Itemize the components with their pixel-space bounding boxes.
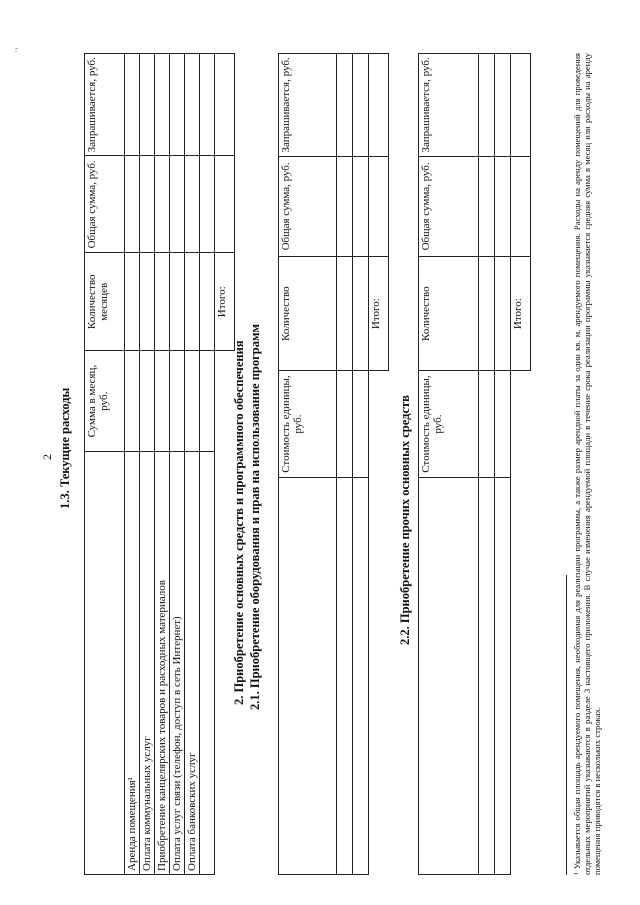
footnote-rule xyxy=(566,575,567,875)
table-cell xyxy=(495,54,511,157)
table-row xyxy=(185,54,200,875)
table-header-row xyxy=(419,54,479,875)
total-row xyxy=(511,54,531,875)
table-cell xyxy=(155,54,170,156)
table-cell xyxy=(215,156,235,253)
row-label: Оплата банковских услуг xyxy=(185,452,200,875)
table-cell-blank xyxy=(511,371,531,477)
total-label: Итого: xyxy=(215,253,235,351)
header-cell: Общая сумма, руб. xyxy=(85,156,125,253)
total-label: Итого: xyxy=(369,257,389,371)
table-cell xyxy=(353,477,369,874)
header-cell: Запрашивается, руб. xyxy=(85,54,125,156)
section-2-title: 2. Приобретение основных средств и программного обеспечения xyxy=(232,340,246,705)
table-row xyxy=(495,54,511,875)
table-cell xyxy=(185,156,200,253)
table-cell xyxy=(479,257,495,371)
table-cell xyxy=(125,253,140,351)
row-label: Приобретение канцелярских товаров и расходных материалов xyxy=(155,452,170,875)
header-cell-empty xyxy=(419,477,479,874)
table-cell xyxy=(140,351,155,452)
section-2-2-title: 2.2. Приобретение прочих основных средств xyxy=(398,395,412,645)
table-cell xyxy=(140,156,155,253)
table-cell xyxy=(170,54,185,156)
table-row xyxy=(353,54,369,875)
table-cell xyxy=(200,452,215,875)
section-2-1-subtitle: 2.1. Приобретение оборудования и прав на использование программ xyxy=(248,323,262,710)
table-cell xyxy=(200,253,215,351)
margin-mark: `’ xyxy=(14,47,24,53)
table-cell xyxy=(155,156,170,253)
table-cell xyxy=(353,371,369,477)
total-row xyxy=(369,54,389,875)
header-cell: Общая сумма, руб. xyxy=(279,156,337,256)
table-cell-blank xyxy=(369,477,389,874)
total-label: Итого: xyxy=(511,257,531,371)
table-cell xyxy=(337,156,353,256)
table-cell xyxy=(170,156,185,253)
table-cell-blank xyxy=(511,477,531,874)
section-1-3-title: 1.3. Текущие расходы xyxy=(58,387,72,509)
equipment-table xyxy=(278,53,389,875)
table-cell xyxy=(353,54,369,157)
table-cell xyxy=(479,371,495,477)
table-cell xyxy=(495,371,511,477)
table-cell xyxy=(155,351,170,452)
table-cell-blank xyxy=(369,371,389,477)
table-cell xyxy=(125,54,140,156)
table-cell xyxy=(200,156,215,253)
table-cell xyxy=(353,257,369,371)
table-cell xyxy=(140,253,155,351)
page-number: 2 xyxy=(40,454,54,460)
header-cell: Количество месяцев xyxy=(85,253,125,351)
header-cell: Количество xyxy=(419,257,479,371)
header-cell: Стоимость единицы, руб. xyxy=(279,371,337,477)
table-cell xyxy=(369,54,389,157)
table-cell xyxy=(495,257,511,371)
table-cell xyxy=(337,371,353,477)
header-cell-empty xyxy=(85,452,125,875)
table-row xyxy=(140,54,155,875)
table-cell xyxy=(495,477,511,874)
table-cell xyxy=(125,156,140,253)
table-cell xyxy=(200,351,215,452)
header-cell: Запрашивается, руб. xyxy=(419,54,479,157)
table-cell xyxy=(185,351,200,452)
row-label: Оплата услуг связи (телефон, доступ в сеть Интернет) xyxy=(170,452,185,875)
row-label: Аренда помещения¹ xyxy=(125,452,140,875)
table-cell xyxy=(140,54,155,156)
table-cell xyxy=(170,351,185,452)
table-cell xyxy=(511,156,531,256)
table-row xyxy=(155,54,170,875)
table-cell xyxy=(479,54,495,157)
table-cell xyxy=(479,477,495,874)
table-cell xyxy=(155,253,170,351)
table-header-row xyxy=(85,54,125,875)
table-cell xyxy=(200,54,215,156)
header-cell: Общая сумма, руб. xyxy=(419,156,479,256)
table-header-row xyxy=(279,54,337,875)
table-cell xyxy=(495,156,511,256)
header-cell: Запрашивается, руб. xyxy=(279,54,337,157)
current-expenses-table xyxy=(84,53,235,875)
row-label: Оплата коммунальных услуг xyxy=(140,452,155,875)
table-cell xyxy=(369,156,389,256)
other-assets-table xyxy=(418,53,531,875)
table-row xyxy=(125,54,140,875)
header-cell: Стоимость единицы, руб. xyxy=(419,371,479,477)
table-cell xyxy=(215,54,235,156)
table-cell xyxy=(185,253,200,351)
table-cell xyxy=(479,156,495,256)
table-row xyxy=(479,54,495,875)
header-cell-empty xyxy=(279,477,337,874)
table-row xyxy=(337,54,353,875)
table-cell xyxy=(337,54,353,157)
table-cell xyxy=(170,253,185,351)
table-row xyxy=(200,54,215,875)
table-cell xyxy=(337,257,353,371)
footnote-text: ¹ Указывается общая площадь арендуемого помещения, необходимая для реализации программы, а также размер арендной платы за один кв. м. арендуемого помещения. Расходы на аренду помещений для проведения отдельных мероприятий указываются в разделе 3 настоящего приложения. В случае изменения арендуемой площади в течение срока реализации программы указывается средняя сумма в месяц или расходы на аренду помещения приводятся в нескольких строках. xyxy=(572,53,603,875)
header-cell: Сумма в месяц, руб. xyxy=(85,351,125,452)
table-row xyxy=(170,54,185,875)
header-cell: Количество xyxy=(279,257,337,371)
table-cell xyxy=(353,156,369,256)
table-cell xyxy=(511,54,531,157)
table-cell xyxy=(185,54,200,156)
table-cell xyxy=(125,351,140,452)
table-cell xyxy=(337,477,353,874)
